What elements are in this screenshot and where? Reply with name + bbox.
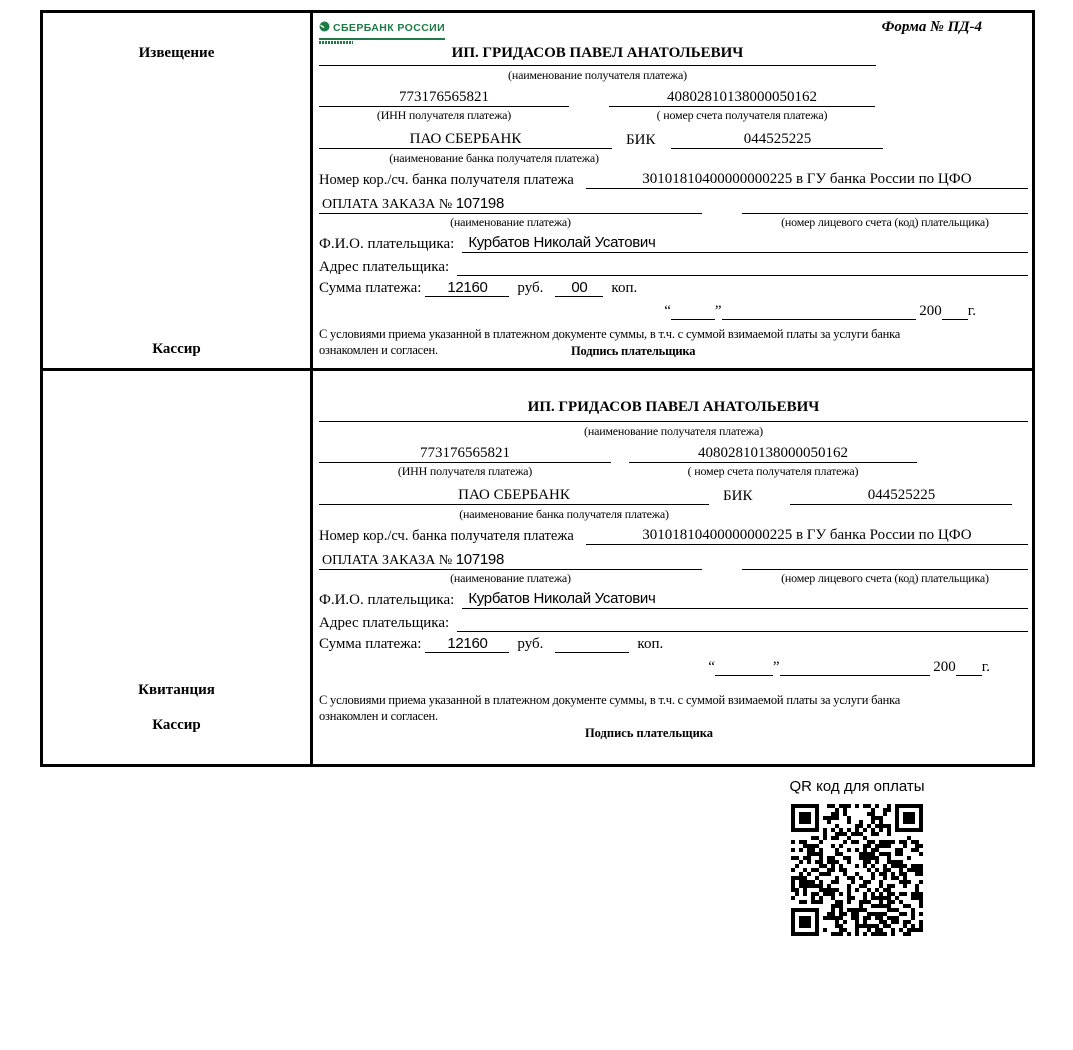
quote-close: ” (772, 659, 780, 675)
corr-account-label: Номер кор./сч. банка получателя платежа (319, 528, 574, 544)
payment-name-line (319, 551, 702, 570)
payment-name-row (319, 194, 1028, 214)
date-day-blank (715, 662, 773, 676)
inn-account-row (319, 445, 1028, 463)
payment-name-row (319, 550, 1028, 570)
pd4-form (40, 10, 1035, 767)
inn-account-row (319, 89, 1028, 107)
notice-cashier-label: Кассир (152, 341, 201, 357)
notice-side-column (43, 13, 313, 368)
corr-account-value: 30101810400000000225 в ГУ банка России по ЦФО (586, 171, 1028, 189)
sberbank-circle-icon (319, 19, 330, 37)
sberbank-logo-top (319, 19, 445, 40)
notice-header-row (319, 19, 1028, 45)
amount-row (319, 279, 1028, 297)
account-value: 40802810138000050162 (629, 445, 917, 463)
payment-title: ОПЛАТА ЗАКАЗА № (322, 553, 453, 568)
sberbank-logo-subtext (319, 41, 353, 44)
notice-main-column (313, 13, 1032, 368)
date-day-blank (671, 306, 715, 320)
agreement-text: С условиями приема указанной в платежном документе суммы, в т.ч. с суммой взимаемой платы за услуги банка ознакомлен и согласен. (319, 327, 901, 357)
payer-address-label: Адрес плательщика: (319, 259, 450, 275)
bik-value: 044525225 (671, 131, 883, 149)
payer-fio-row (319, 590, 1028, 609)
bank-name-label: (наименование банка получателя платежа) (459, 507, 669, 521)
receipt-main-column (313, 371, 1032, 764)
sberbank-logo (319, 19, 445, 44)
bank-row (319, 131, 1028, 149)
date-month-blank (780, 662, 930, 676)
payer-fio-label: Ф.И.О. плательщика: (319, 592, 455, 608)
payer-code-label: (номер лицевого счета (код) плательщика) (781, 571, 989, 585)
date-line (319, 659, 1028, 676)
year-suffix: г. (981, 659, 990, 675)
qr-section (757, 778, 957, 936)
payer-fio-label: Ф.И.О. плательщика: (319, 236, 455, 252)
payment-title: ОПЛАТА ЗАКАЗА № (322, 197, 453, 212)
inn-label: (ИНН получателя платежа) (397, 464, 533, 478)
order-number: 107198 (455, 551, 505, 568)
kop-label: коп. (637, 636, 664, 652)
inn-label: (ИНН получателя платежа) (376, 108, 512, 122)
inn-value: 773176565821 (319, 89, 569, 107)
quote-open: “ (708, 659, 715, 675)
payer-address-row (319, 257, 1028, 276)
date-year-blank (942, 306, 968, 320)
payer-fio-value: Курбатов Николай Усатович (468, 234, 656, 251)
qr-label: QR код для оплаты (789, 778, 925, 795)
bik-value: 044525225 (790, 487, 1012, 505)
amount-row (319, 635, 1028, 653)
corr-account-value: 30101810400000000225 в ГУ банка России по ЦФО (586, 527, 1028, 545)
payment-name-label: (наименование платежа) (450, 571, 571, 585)
quote-open: “ (664, 303, 671, 319)
bank-name-value: ПАО СБЕРБАНК (319, 131, 612, 149)
form-number: Форма № ПД-4 (881, 19, 982, 35)
agreement-block (319, 692, 959, 724)
date-month-blank (722, 306, 916, 320)
receipt-cashier-label: Кассир (152, 717, 201, 733)
payer-code-blank-line (742, 550, 1028, 570)
amount-label: Сумма платежа: (319, 280, 422, 296)
bank-row (319, 487, 1028, 505)
payer-address-blank-line (457, 613, 1028, 632)
date-year-blank (956, 662, 982, 676)
account-value: 40802810138000050162 (609, 89, 875, 107)
receipt-side-column (43, 371, 313, 764)
amount-kop-value (555, 652, 629, 653)
corr-account-row (319, 171, 1028, 189)
amount-rub-value: 12160 (425, 635, 509, 653)
payer-code-label: (номер лицевого счета (код) плательщика) (781, 215, 989, 229)
bank-name-label: (наименование банка получателя платежа) (389, 151, 599, 165)
payment-name-labels-row (319, 215, 1028, 230)
recipient-name: ИП. ГРИДАСОВ ПАВЕЛ АНАТОЛЬЕВИЧ (319, 45, 876, 66)
kop-label: коп. (611, 280, 638, 296)
recipient-name-label: (наименование получателя платежа) (584, 424, 763, 438)
receipt-side-label: Квитанция (138, 682, 215, 698)
date-line (319, 303, 1028, 320)
payer-address-label: Адрес плательщика: (319, 615, 450, 631)
recipient-name-label: (наименование получателя платежа) (508, 68, 687, 82)
rub-label: руб. (517, 636, 544, 652)
sberbank-logo-text: СБЕРБАНК РОССИИ (333, 22, 446, 34)
account-label: ( номер счета получателя платежа) (687, 464, 859, 478)
recipient-name: ИП. ГРИДАСОВ ПАВЕЛ АНАТОЛЬЕВИЧ (319, 399, 1028, 422)
corr-account-row (319, 527, 1028, 545)
year-prefix: 200 (919, 303, 942, 319)
receipt-section (40, 368, 1035, 767)
payer-address-row (319, 613, 1028, 632)
account-label: ( номер счета получателя платежа) (656, 108, 828, 122)
bik-label: БИК (723, 488, 753, 504)
corr-account-label: Номер кор./сч. банка получателя платежа (319, 172, 574, 188)
rub-label: руб. (517, 280, 544, 296)
inn-value: 773176565821 (319, 445, 611, 463)
amount-rub-value: 12160 (425, 279, 509, 297)
signature-label: Подпись плательщика (584, 726, 714, 740)
amount-label: Сумма платежа: (319, 636, 422, 652)
amount-kop-value: 00 (555, 279, 603, 297)
inn-account-labels-row (319, 464, 1028, 479)
payment-name-line (319, 195, 702, 214)
bank-name-value: ПАО СБЕРБАНК (319, 487, 709, 505)
agreement-block (319, 326, 959, 358)
inn-account-labels-row (319, 108, 1028, 123)
payer-fio-value: Курбатов Николай Усатович (468, 590, 656, 607)
year-prefix: 200 (933, 659, 956, 675)
payer-address-blank-line (457, 257, 1028, 276)
signature-label: Подпись плательщика (571, 344, 696, 358)
notice-side-label: Извещение (138, 45, 215, 61)
year-suffix: г. (967, 303, 976, 319)
payment-name-labels-row (319, 571, 1028, 586)
payer-code-blank-line (742, 194, 1028, 214)
payer-fio-row (319, 234, 1028, 253)
payment-name-label: (наименование платежа) (450, 215, 571, 229)
notice-section (40, 10, 1035, 371)
qr-code (791, 804, 923, 936)
quote-close: ” (714, 303, 722, 319)
agreement-text: С условиями приема указанной в платежном документе суммы, в т.ч. с суммой взимаемой платы за услуги банка ознакомлен и согласен. (319, 693, 901, 723)
bik-label: БИК (626, 132, 656, 148)
order-number: 107198 (455, 195, 505, 212)
